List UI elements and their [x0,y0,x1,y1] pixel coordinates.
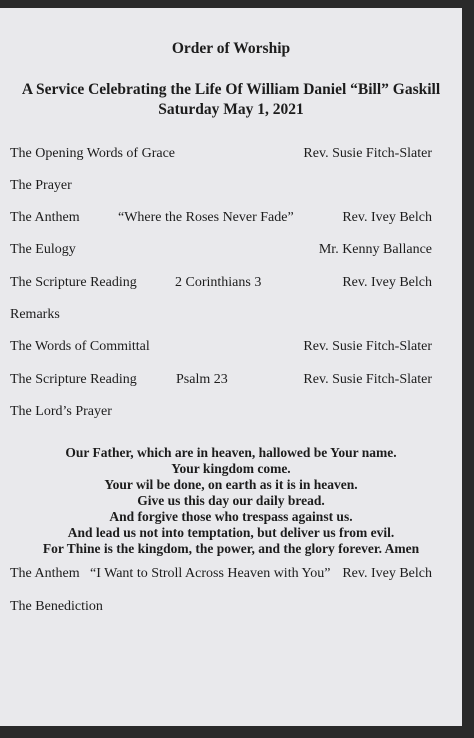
program-row-committal [10,339,432,359]
program-person: Rev. Ivey Belch [342,566,432,581]
program-item: The Scripture Reading [10,372,137,387]
program-item: The Prayer [10,178,72,193]
program-person: Mr. Kenny Ballance [318,242,432,257]
program-row-lords-prayer [10,404,432,424]
service-name: A Service Celebrating the Life Of William Daniel “Bill” Gaskill [21,81,441,98]
program-item: The Scripture Reading [10,275,137,290]
lords-prayer-text [0,445,462,557]
program-person: Rev. Susie Fitch-Slater [303,339,432,354]
prayer-line: Give us this day our daily bread. [137,493,325,508]
program-row-opening-words [10,146,432,166]
program-detail: “Where the Roses Never Fade” [118,210,294,225]
program-row-eulogy [10,242,432,262]
program-item: The Words of Committal [10,339,150,354]
program-item: The Opening Words of Grace [10,146,176,161]
service-heading [0,80,462,120]
program-page [0,8,462,726]
program-detail: Psalm 23 [176,372,228,387]
program-row-anthem [10,210,432,230]
prayer-line: And forgive those who trespass against us. [109,509,353,524]
program-row-closing-anthem [10,566,432,586]
program-item: The Anthem [10,566,80,581]
prayer-line: Your wil be done, on earth as it is in heaven. [104,477,358,492]
program-detail: “I Want to Stroll Across Heaven with You” [90,566,331,581]
program-row-prayer [10,178,432,198]
page-title: Order of Worship [171,40,291,57]
program-person: Rev. Ivey Belch [342,210,432,225]
service-date: Saturday May 1, 2021 [158,101,304,118]
program-row-benediction [10,599,432,619]
prayer-line: And lead us not into temptation, but deliver us from evil. [67,525,395,540]
program-item: The Anthem [10,210,80,225]
program-item: The Lord’s Prayer [10,404,112,419]
prayer-line: Your kingdom come. [171,461,291,476]
program-person: Rev. Ivey Belch [342,275,432,290]
program-item: The Eulogy [10,242,76,257]
program-detail: 2 Corinthians 3 [175,275,262,290]
program-person: Rev. Susie Fitch-Slater [303,372,432,387]
prayer-line: Our Father, which are in heaven, hallowed be Your name. [65,445,397,460]
program-row-scripture-1 [10,275,432,295]
program-item: Remarks [10,307,60,322]
program-item: The Benediction [10,599,103,614]
prayer-line: For Thine is the kingdom, the power, and the glory forever. Amen [42,541,420,556]
program-row-scripture-2 [10,372,432,392]
program-person: Rev. Susie Fitch-Slater [303,146,432,161]
program-row-remarks [10,307,432,327]
